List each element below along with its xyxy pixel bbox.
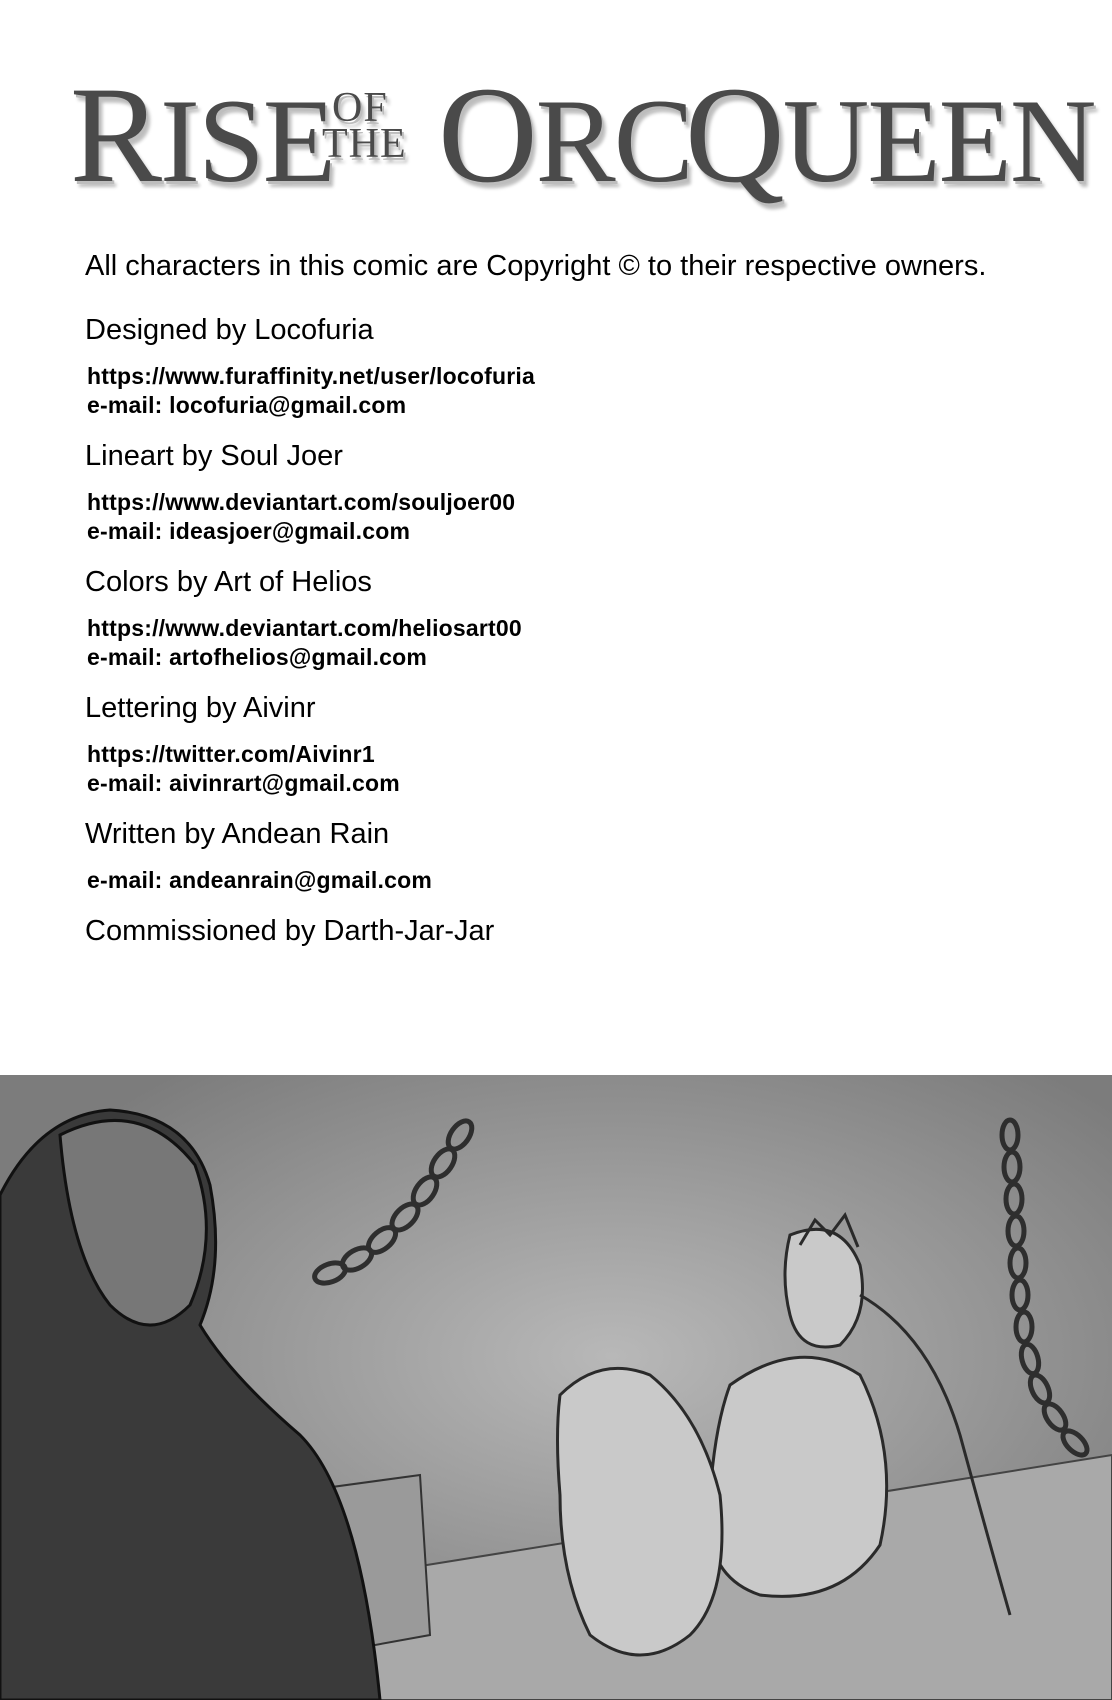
credit-lettering: Lettering by Aivinr	[85, 692, 316, 724]
comic-illustration	[0, 1075, 1112, 1700]
logo-word-queen: QUEEN	[685, 58, 1095, 211]
logo-word-orc: ORC	[438, 58, 692, 211]
credit-lineart: Lineart by Soul Joer	[85, 440, 343, 472]
designer-email[interactable]: e-mail: locofuria@gmail.com	[87, 392, 407, 418]
credit-writer: Written by Andean Rain	[85, 818, 390, 850]
lettering-link[interactable]: https://twitter.com/Aivinr1	[87, 741, 375, 767]
lettering-contact	[87, 740, 1027, 798]
colors-link[interactable]: https://www.deviantart.com/heliosart00	[87, 615, 522, 641]
comic-title-logo	[70, 58, 1095, 211]
designer-contact	[87, 362, 1027, 420]
logo-word-rise: RISE	[70, 58, 335, 211]
colors-contact	[87, 614, 1027, 672]
credit-colors: Colors by Art of Helios	[85, 566, 372, 598]
writer-email[interactable]: e-mail: andeanrain@gmail.com	[87, 867, 433, 893]
writer-contact	[87, 866, 1027, 895]
lineart-contact	[87, 488, 1027, 546]
lettering-email[interactable]: e-mail: aivinrart@gmail.com	[87, 770, 400, 796]
logo-word-the: THE	[322, 121, 407, 167]
credits-block	[85, 248, 1027, 949]
designer-link[interactable]: https://www.furaffinity.net/user/locofuria	[87, 363, 535, 389]
credit-designer: Designed by Locofuria	[85, 314, 374, 346]
credit-commission: Commissioned by Darth-Jar-Jar	[85, 915, 495, 947]
lineart-email[interactable]: e-mail: ideasjoer@gmail.com	[87, 518, 411, 544]
lineart-link[interactable]: https://www.deviantart.com/souljoer00	[87, 489, 516, 515]
logo-word-of: OF	[332, 85, 388, 131]
copyright-notice: All characters in this comic are Copyright © to their respective owners.	[85, 250, 987, 282]
colors-email[interactable]: e-mail: artofhelios@gmail.com	[87, 644, 428, 670]
